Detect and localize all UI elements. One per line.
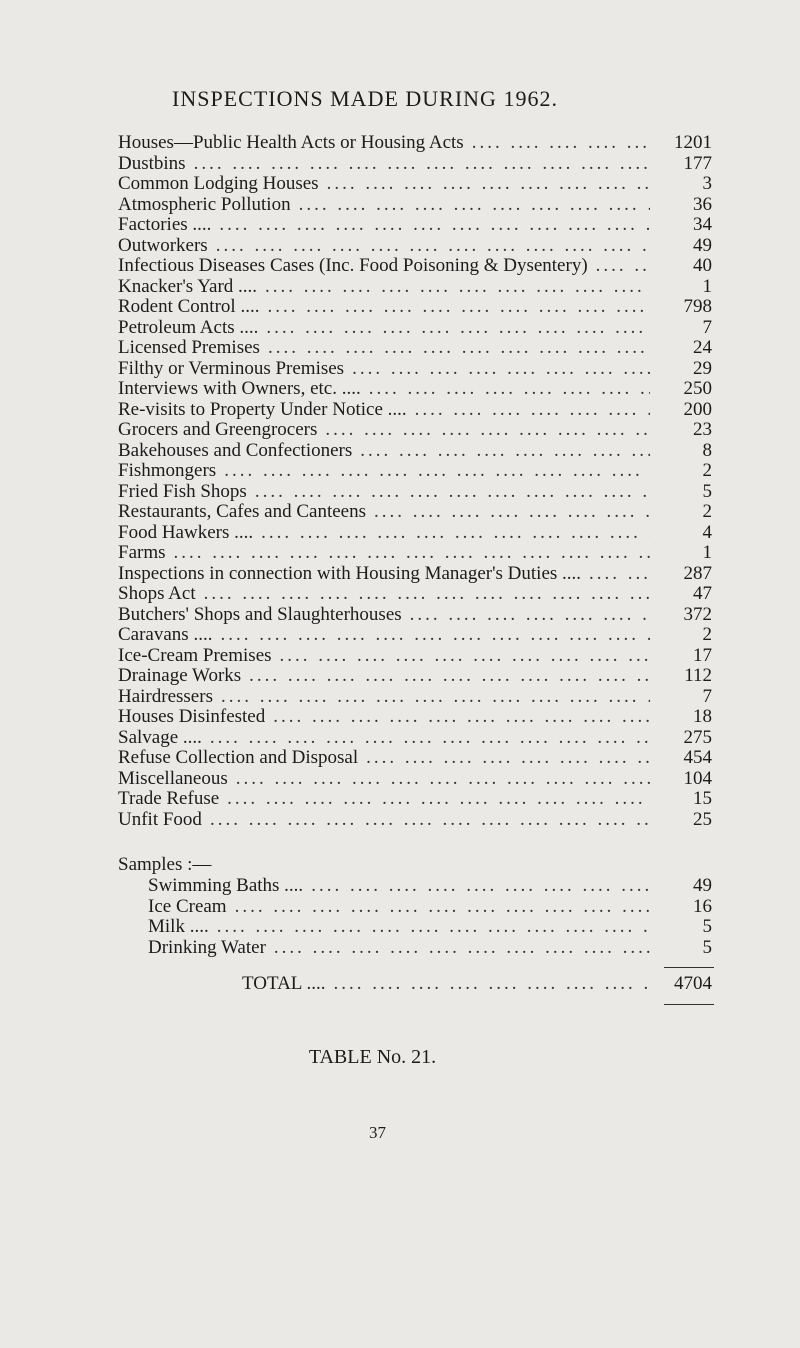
- item-value: 2: [702, 624, 712, 645]
- item-value: 15: [693, 788, 712, 809]
- item-value: 1201: [674, 132, 712, 153]
- item-label: Licensed Premises: [118, 337, 260, 358]
- list-item: [118, 769, 712, 790]
- item-value: 275: [683, 726, 712, 748]
- item-label: Atmospheric Pollution: [118, 193, 291, 215]
- list-item: [118, 810, 712, 831]
- item-label: Caravans ....: [118, 624, 213, 645]
- leader-dots: [311, 876, 650, 897]
- item-label: Knacker's Yard ....: [118, 275, 258, 297]
- list-item: [148, 938, 712, 959]
- leader-dots: [333, 974, 650, 995]
- item-label: Filthy or Verminous Premises: [118, 357, 345, 379]
- item-label: Re-visits to Property Under Notice ....: [118, 398, 407, 420]
- total-label: TOTAL ....: [242, 973, 326, 994]
- total-rule-top: [664, 967, 714, 968]
- item-value: 798: [683, 296, 712, 317]
- item-value: 25: [693, 808, 712, 830]
- item-value: 7: [702, 685, 712, 707]
- leader-dots: [221, 687, 650, 708]
- item-label: Restaurants, Cafes and Canteens: [118, 501, 366, 522]
- item-label: Milk ....: [148, 916, 209, 937]
- leader-dots: [194, 154, 650, 175]
- leader-dots: [210, 810, 650, 831]
- item-label: Salvage ....: [118, 726, 202, 748]
- item-value: 104: [683, 767, 712, 789]
- list-item: [118, 564, 712, 585]
- item-label: Hairdressers: [118, 685, 213, 707]
- item-value: 5: [702, 480, 712, 502]
- list-item: [118, 420, 712, 441]
- list-item: [118, 789, 712, 810]
- list-item: [118, 523, 712, 544]
- leader-dots: [360, 441, 650, 462]
- total-value: 4704: [674, 973, 712, 994]
- list-item: [118, 174, 712, 195]
- list-item: [118, 379, 712, 400]
- list-item: [118, 482, 712, 503]
- leader-dots: [369, 379, 650, 400]
- list-item: [118, 195, 712, 216]
- list-item: [118, 277, 712, 298]
- item-label: Houses Disinfested: [118, 706, 266, 727]
- item-value: 287: [683, 562, 712, 584]
- item-value: 372: [683, 603, 712, 625]
- list-item: [118, 605, 712, 626]
- leader-dots: [267, 297, 650, 318]
- list-item: [118, 625, 712, 646]
- leader-dots: [589, 564, 650, 585]
- item-label: Rodent Control ....: [118, 296, 260, 317]
- table-label: TABLE No. 21.: [308, 1046, 437, 1068]
- item-label: Shops Act: [118, 583, 196, 604]
- leader-dots: [235, 897, 650, 918]
- list-item: [118, 748, 712, 769]
- item-value: 7: [702, 316, 712, 338]
- item-value: 34: [693, 214, 712, 235]
- leader-dots: [410, 605, 650, 626]
- item-value: 1: [702, 542, 712, 563]
- leader-dots: [255, 482, 650, 503]
- list-item: [118, 359, 712, 380]
- item-label: Ice-Cream Premises: [118, 644, 272, 666]
- list-item: [148, 917, 712, 938]
- list-item: [118, 461, 712, 482]
- leader-dots: [266, 318, 650, 339]
- item-label: Fishmongers: [118, 460, 217, 481]
- item-value: 17: [693, 644, 712, 666]
- item-value: 454: [683, 747, 712, 768]
- item-value: 49: [693, 234, 712, 256]
- list-item: [118, 687, 712, 708]
- item-label: Houses—Public Health Acts or Housing Acts: [118, 132, 464, 153]
- item-value: 177: [683, 152, 712, 174]
- item-value: 18: [693, 706, 712, 727]
- list-item: [118, 154, 712, 175]
- list-item: [118, 707, 712, 728]
- inspection-list: [118, 133, 712, 830]
- leader-dots: [472, 133, 650, 154]
- samples-list: [148, 876, 712, 958]
- item-value: 5: [702, 936, 712, 958]
- item-label: Dustbins: [118, 152, 186, 174]
- leader-dots: [220, 625, 650, 646]
- leader-dots: [596, 256, 650, 277]
- list-item: [118, 256, 712, 277]
- item-label: Miscellaneous: [118, 767, 228, 789]
- item-value: 1: [702, 275, 712, 297]
- leader-dots: [204, 584, 650, 605]
- list-item: [118, 666, 712, 687]
- leader-dots: [265, 277, 650, 298]
- item-value: 40: [693, 255, 712, 276]
- item-label: Drainage Works: [118, 665, 242, 686]
- item-label: Interviews with Owners, etc. ....: [118, 378, 361, 399]
- item-label: Fried Fish Shops: [118, 480, 247, 502]
- item-label: Inspections in connection with Housing Manager's Duties ....: [118, 562, 582, 584]
- leader-dots: [268, 338, 650, 359]
- leader-dots: [325, 420, 650, 441]
- leader-dots: [274, 938, 650, 959]
- item-value: 200: [683, 398, 712, 420]
- list-item: [118, 728, 712, 749]
- item-value: 16: [693, 895, 712, 917]
- item-label: Swimming Baths ....: [148, 875, 304, 896]
- item-label: Bakehouses and Confectioners: [118, 439, 353, 461]
- item-label: Petroleum Acts ....: [118, 316, 259, 338]
- item-label: Grocers and Greengrocers: [118, 419, 318, 440]
- item-label: Farms: [118, 542, 166, 563]
- page-title: INSPECTIONS MADE DURING 1962.: [172, 86, 558, 111]
- total-row: [242, 974, 712, 995]
- item-value: 5: [702, 916, 712, 937]
- item-value: 23: [693, 419, 712, 440]
- leader-dots: [174, 543, 651, 564]
- item-label: Outworkers: [118, 234, 208, 256]
- leader-dots: [227, 789, 650, 810]
- list-item: [118, 215, 712, 236]
- leader-dots: [374, 502, 650, 523]
- list-item: [148, 876, 712, 897]
- leader-dots: [352, 359, 650, 380]
- item-value: 24: [693, 337, 712, 358]
- total-rule-bottom: [664, 1004, 714, 1005]
- item-value: 112: [684, 665, 712, 686]
- item-value: 2: [702, 460, 712, 481]
- list-item: [118, 400, 712, 421]
- item-value: 250: [683, 378, 712, 399]
- item-label: Infectious Diseases Cases (Inc. Food Poisoning & Dysentery): [118, 255, 588, 276]
- item-value: 3: [702, 173, 712, 194]
- list-item: [118, 502, 712, 523]
- leader-dots: [210, 728, 650, 749]
- item-label: Factories ....: [118, 214, 212, 235]
- leader-dots: [415, 400, 650, 421]
- item-label: Trade Refuse: [118, 788, 220, 809]
- list-item: [118, 584, 712, 605]
- leader-dots: [280, 646, 650, 667]
- leader-dots: [327, 174, 650, 195]
- item-label: Drinking Water: [148, 936, 266, 958]
- leader-dots: [224, 461, 650, 482]
- list-item: [118, 646, 712, 667]
- list-item: [118, 133, 712, 154]
- list-item: [118, 318, 712, 339]
- leader-dots: [216, 236, 650, 257]
- list-item: [118, 297, 712, 318]
- list-item: [118, 236, 712, 257]
- item-value: 29: [693, 357, 712, 379]
- leader-dots: [217, 917, 650, 938]
- item-value: 49: [693, 875, 712, 896]
- item-value: 4: [702, 521, 712, 543]
- leader-dots: [261, 523, 650, 544]
- item-label: Food Hawkers ....: [118, 521, 254, 543]
- item-value: 8: [702, 439, 712, 461]
- item-label: Unfit Food: [118, 808, 202, 830]
- leader-dots: [366, 748, 650, 769]
- item-label: Refuse Collection and Disposal: [118, 747, 359, 768]
- list-item: [148, 897, 712, 918]
- item-label: Butchers' Shops and Slaughterhouses: [118, 603, 402, 625]
- item-label: Ice Cream: [148, 895, 227, 917]
- item-value: 36: [693, 193, 712, 215]
- page-number: 37: [369, 1123, 386, 1142]
- samples-heading: Samples :—: [118, 854, 212, 875]
- leader-dots: [299, 195, 650, 216]
- list-item: [118, 543, 712, 564]
- leader-dots: [236, 769, 650, 790]
- item-label: Common Lodging Houses: [118, 173, 319, 194]
- item-value: 47: [693, 583, 712, 604]
- list-item: [118, 338, 712, 359]
- leader-dots: [249, 666, 650, 687]
- leader-dots: [219, 215, 650, 236]
- item-value: 2: [702, 501, 712, 522]
- list-item: [118, 441, 712, 462]
- leader-dots: [273, 707, 650, 728]
